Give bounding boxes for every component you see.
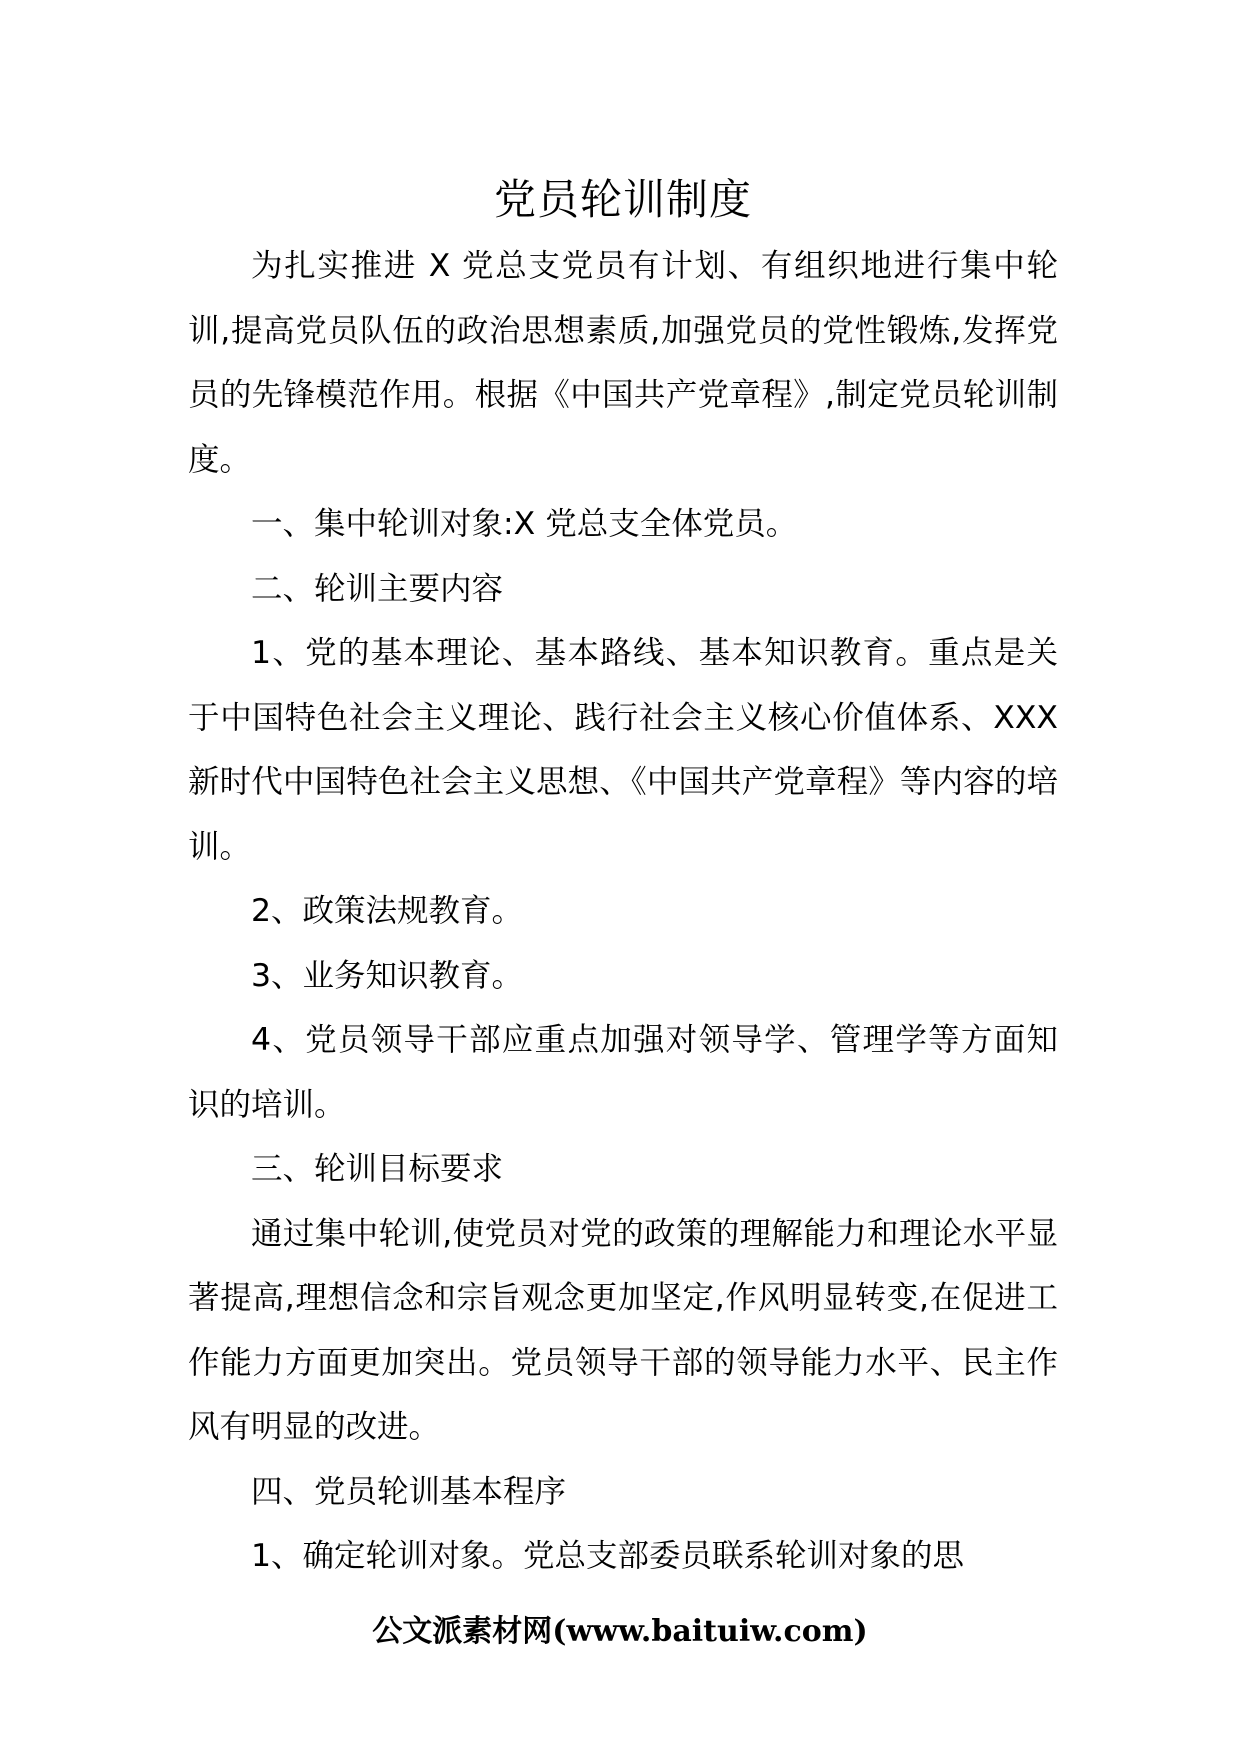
paragraph-item-2-3: 3、业务知识教育。 — [251, 957, 524, 994]
paragraph-item-2-1: 1、党的基本理论、基本路线、基本知识教育。重点是关于中国特色社会主义理论、践行社会主义核心价值体系、XXX 新时代中国特色社会主义思想、《中国共产党章程》等内容的培训。 — [188, 635, 1058, 865]
footer-source-text: 公文派素材网(www.baituiw.com) — [372, 1614, 868, 1649]
paragraph-section-4-heading: 四、党员轮训基本程序 — [251, 1473, 567, 1510]
paragraph-section-1: 一、集中轮训对象:X 党总支全体党员。 — [251, 506, 798, 542]
paragraph-item-4-1: 1、确定轮训对象。党总支部委员联系轮训对象的思 — [251, 1538, 965, 1574]
paragraph-item-2-2: 2、政策法规教育。 — [251, 893, 524, 929]
paragraph-section-3-heading: 三、轮训目标要求 — [251, 1151, 504, 1187]
paragraph-section-2-heading: 二、轮训主要内容 — [251, 570, 504, 607]
page-title: 党员轮训制度 — [493, 175, 752, 224]
paragraph-item-2-4: 4、党员领导干部应重点加强对领导学、管理学等方面知识的培训。 — [188, 1022, 1058, 1123]
paragraph-section-3-body: 通过集中轮训,使党员对党的政策的理解能力和理论水平显著提高,理想信念和宗旨观念更加坚定,作风明显转变,在促进工作能力方面更加突出。党员领导干部的领导能力水平、民主作风有明显的改进。 — [188, 1215, 1058, 1445]
paragraph-intro: 为扎实推进 X 党总支党员有计划、有组织地进行集中轮训,提高党员队伍的政治思想素质,加强党员的党性锻炼,发挥党员的先锋模范作用。根据《中国共产党章程》,制定党员轮训制度。 — [188, 248, 1058, 478]
document-body — [188, 166, 1058, 1589]
